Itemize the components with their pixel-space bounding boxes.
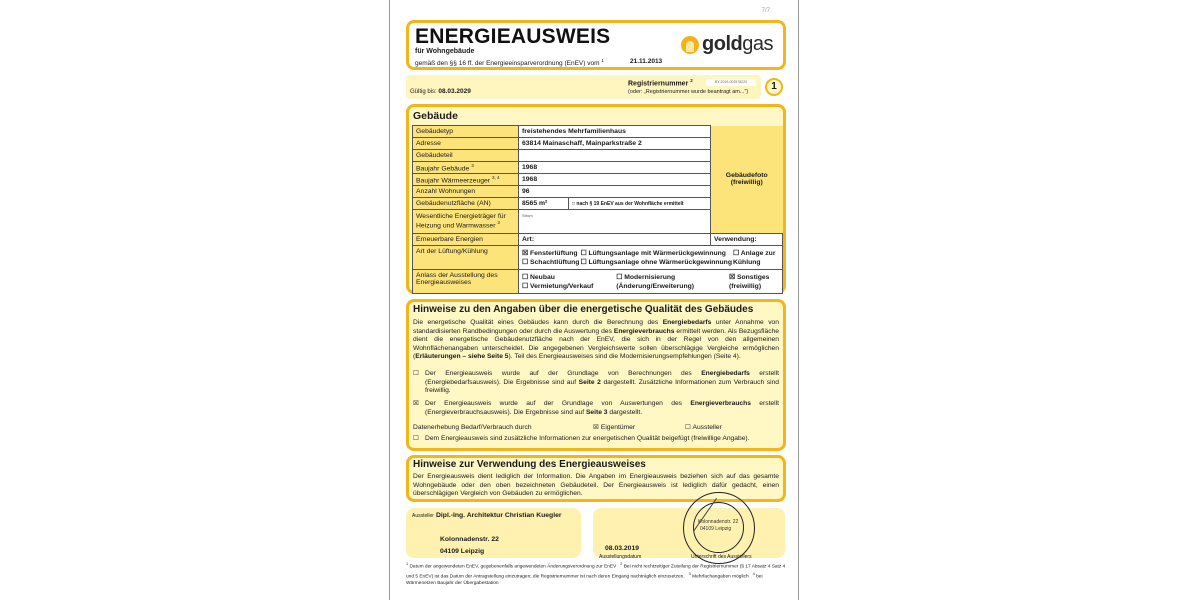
occasion-option-rental-sale[interactable]: ☐ Vermietung/Verkauf: [522, 282, 594, 290]
usage-notes-title: Hinweise zur Verwendung des Energieausweises: [413, 459, 646, 470]
checkbox-checked-icon: ☒: [522, 249, 529, 257]
building-table: [412, 125, 783, 294]
quality-notes-intro: Die energetische Qualität eines Gebäudes kann durch die Berechnung des Energiebedarfs unter Annahme von standardisierten Randbedingungen oder durch die Auswertung des Energieverbrauchs ermittelt werden. Als Bezugsfläche dient die energetische Gebäudenutzfläche nach der EnEV, die sich in der Regel von den allgemeinen Wohnflächenangaben unterscheidet. Die angegebenen Vergleichswerte sollen überschlägige Vergleiche ermöglichen (Erläuterungen – siehe Seite 5). Teil des Energieausweises sind die Modernisierungsempfehlungen (Seite 4).: [413, 319, 780, 361]
occasion-option-modernization[interactable]: ☐ Modernisierung (Änderung/Erweiterung): [616, 273, 695, 290]
registration-label: Registriernummer $^2$: [628, 78, 693, 88]
ventilation-option-without-recovery[interactable]: ☐ Lüftungsanlage ohne Wärmerückgewinnung: [580, 258, 732, 266]
regulation-date: 21.11.2013: [630, 58, 663, 65]
ventilation-option-shaft[interactable]: ☐ Schachtlüftung: [522, 258, 580, 266]
checkbox-icon: ☐: [733, 249, 740, 257]
building-section: [406, 104, 786, 294]
data-collection-row: Datenerhebung Bedarf/Verbrauch durch ☒ Eigentümer ☐ Aussteller: [413, 424, 722, 431]
occasion-option-other[interactable]: ☒ Sonstiges (freiwillig): [728, 273, 770, 290]
ventilation-option-with-recovery[interactable]: ☐ Lüftungsanlage mit Wärmerückgewinnung: [580, 249, 726, 257]
checkbox-checked-icon: ☒: [728, 273, 736, 281]
checkbox-checked-icon: ☒: [593, 424, 599, 431]
signature-label: Unterschrift des Ausstellers: [691, 554, 752, 560]
data-collection-owner[interactable]: ☒ Eigentümer: [593, 424, 636, 431]
demand-certificate-option[interactable]: ☐ Der Energieausweis wurde auf der Grundlage von Berechnungen des Energiebedarfs erstellt (Energiebedarfsausweis). Die Ergebnisse sind auf Seite 2 dargestellt. Zusätzliche Informationen zum Verbrauch sind freiwillig.: [413, 370, 780, 395]
table-row: Baujahr Gebäude $^3$ 1968: [413, 162, 783, 174]
page-corner-note: 7/7: [761, 8, 770, 14]
table-row: Gebäudeteil: [413, 150, 783, 162]
ventilation-option-window[interactable]: ☒ Fensterlüftung: [522, 249, 578, 257]
document-title: ENERGIEAUSWEIS: [415, 25, 611, 48]
table-row: Adresse 63814 Mainaschaff, Mainparkstraße 2: [413, 138, 783, 150]
usage-notes-text: Der Energieausweis dient lediglich der Information. Die Angaben im Energieausweis beziehen sich auf das gesamte Wohngebäude oder den oben bezeichneten Gebäudeteil. Der Energieausweis ist lediglich dafür gedacht, einen überschlägigen Vergleich von Gebäuden zu ermöglichen.: [413, 473, 779, 498]
page-number-badge: 1: [765, 78, 783, 96]
issuer-panel: [406, 508, 581, 558]
ventilation-option-cooling[interactable]: ☐ Anlage zur Kühlung: [733, 249, 776, 266]
goldgas-flame-icon: [681, 36, 699, 54]
issuer-street: Kolonnadenstr. 22: [440, 536, 499, 543]
issue-date-label: Ausstellungsdatum: [599, 554, 642, 560]
table-row: Anzahl Wohnungen 96: [413, 186, 783, 198]
building-section-title: Gebäude: [413, 110, 458, 122]
building-photo-placeholder: Gebäudefoto (freiwillig): [711, 126, 783, 234]
registration-bar: [406, 75, 761, 99]
issuer-stamp-icon: Kolonnadenstr. 22 04109 Leipzig: [683, 492, 755, 564]
issuer-city: 04109 Leipzig: [440, 548, 485, 555]
occasion-options: [519, 270, 783, 294]
checkbox-icon: ☐: [413, 370, 419, 377]
living-area-checkbox[interactable]: □ nach § 19 EnEV aus der Wohnfläche ermittelt: [569, 198, 711, 210]
checkbox-icon: ☐: [685, 424, 691, 431]
checkbox-icon: ☐: [522, 258, 529, 266]
table-row: Baujahr Wärmeerzeuger $^{3, 4}$ 1968: [413, 174, 783, 186]
issuer-name: Dipl.-Ing. Architektur Christian Kuegler: [436, 512, 562, 519]
checkbox-checked-icon: ☒: [413, 400, 419, 407]
goldgas-logo: goldgas: [681, 33, 773, 56]
table-row: Anlass der Ausstellung des Energieausweises ☐ Neubau ☐ Vermietung/Verkauf ☐ Modernisierung (Änderung/Erweiterung) ☒ Sonstiges (freiwillig): [413, 270, 783, 294]
issuer-label: Aussteller: [412, 513, 434, 519]
issue-date: 08.03.2019: [605, 545, 640, 552]
ventilation-options: [519, 246, 783, 270]
valid-until: Gültig bis: 08.03.2029: [410, 88, 471, 95]
table-row: Gebäudenutzfläche (AN) 8565 m² □ nach § 19 EnEV aus der Wohnfläche ermittelt: [413, 198, 783, 210]
table-row: Art der Lüftung/Kühlung ☒ Fensterlüftung ☐ Schachtlüftung ☐ Lüftungsanlage mit Wärmerückgewinnung ☐ Lüftungsanlage ohne Wärmerückgewinnung ☐ Anlage zur Kühlung: [413, 246, 783, 270]
checkbox-icon: ☐: [413, 435, 419, 442]
table-row: Erneuerbare Energien Art: Verwendung:: [413, 234, 783, 246]
checkbox-icon: ☐: [522, 282, 529, 290]
checkbox-icon: ☐: [522, 273, 529, 281]
consumption-certificate-option[interactable]: ☒ Der Energieausweis wurde auf der Grundlage von Auswertungen des Energieverbrauchs erstellt (Energieverbrauchsausweis). Die Ergebnisse sind auf Seite 3 dargestellt.: [413, 400, 779, 416]
table-row: Gebäudetyp freistehendes Mehrfamilienhaus Gebäudefoto (freiwillig): [413, 126, 783, 138]
registration-note: (oder: „Registriernummer wurde beantragt am..."): [628, 89, 749, 95]
checkbox-icon: ☐: [616, 273, 623, 281]
quality-notes-section: [406, 299, 786, 451]
table-row: Wesentliche Energieträger für Heizung und Warmwasser $^3$ Strom: [413, 210, 783, 234]
data-collection-issuer[interactable]: ☐ Aussteller: [685, 424, 722, 431]
regulation-reference: gemäß den §§ 16 ff. der Energieeinsparverordnung (EnEV) vom $^1$: [415, 58, 604, 68]
document-subtitle: für Wohngebäude: [415, 48, 475, 55]
energy-certificate-page: [389, 0, 799, 600]
checkbox-icon: ☐: [580, 249, 587, 257]
registration-number: BY-2019-002578220: [706, 79, 756, 86]
footnotes: $^1$ Datum der angewendeten EnEV, gegebenenfalls angewendeten Änderungsverordnung zur EnEV $^2$ Bei nicht rechtzeitiger Zuteilung der Registriernummer (§ 17 Absatz 4 Satz 4 und 5 EnEV) ist das Datum der Antragstellung einzutragen; die Registriernummer ist nach deren Eingang nachträglich einzusetzen. $^3$ Mehrfachangaben möglich $^4$ bei Wärmenetzen Baujahr der Übergabestation: [406, 562, 786, 587]
checkbox-icon: ☐: [580, 258, 587, 266]
occasion-option-new-build[interactable]: ☐ Neubau: [522, 273, 555, 281]
additional-info-option[interactable]: ☐ Dem Energieausweis sind zusätzliche Informationen zur energetischen Qualität beigefügt (freiwillige Angabe).: [413, 435, 750, 442]
quality-notes-title: Hinweise zu den Angaben über die energetische Qualität des Gebäudes: [413, 304, 754, 315]
certificate-header: [406, 20, 786, 70]
